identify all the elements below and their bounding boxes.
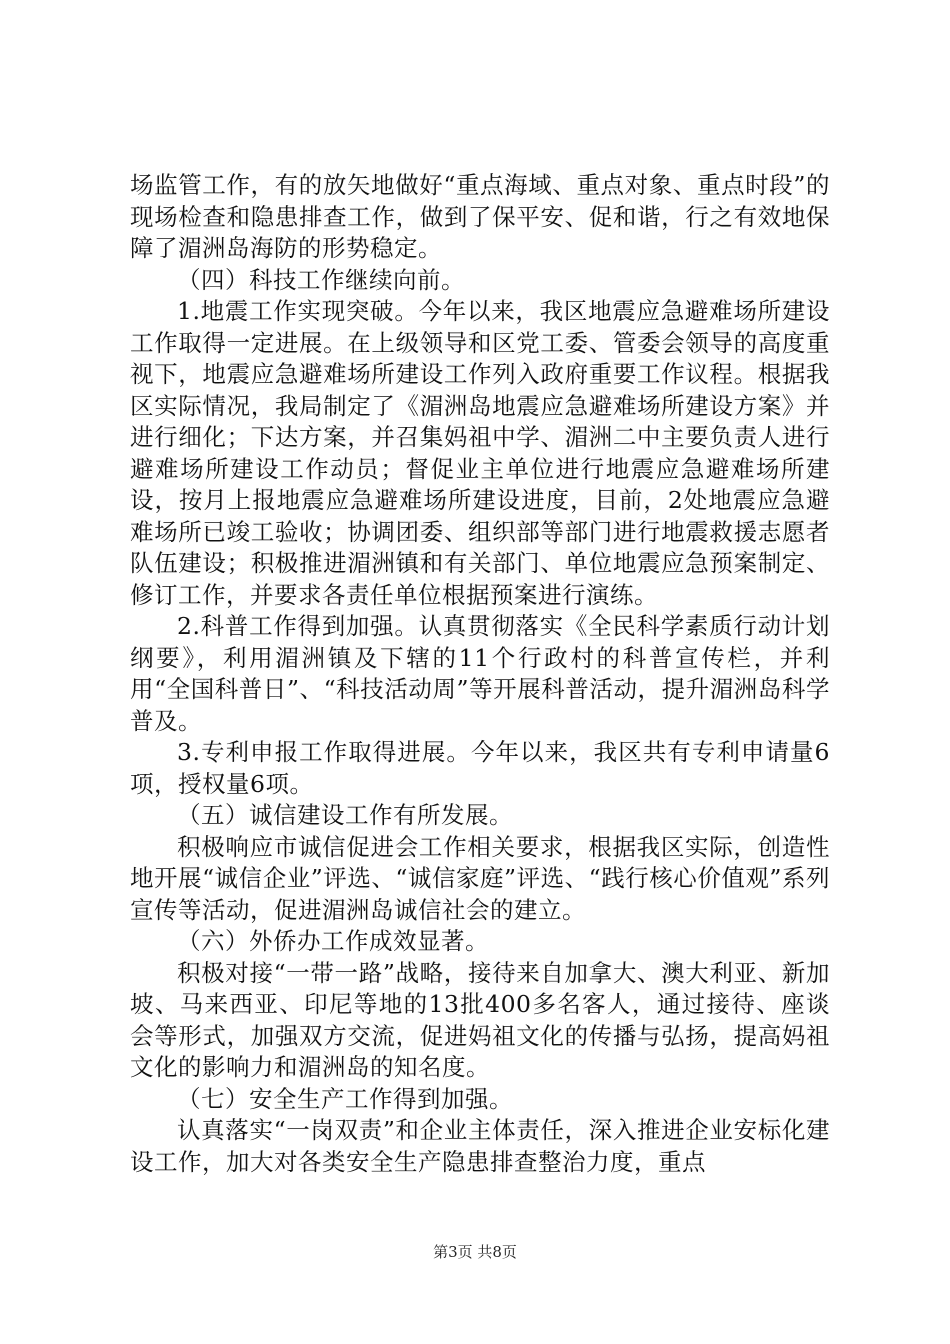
paragraph-safety-work: 认真落实“一岗双责”和企业主体责任，深入推进企业安标化建设工作，加大对各类安全生产隐患排查整治力度，重点 [130, 1116, 830, 1176]
paragraph-patent-application: 3.专利申报工作取得进展。今年以来，我区共有专利申请量6项，授权量6项。 [130, 738, 830, 798]
section-heading-overseas-affairs: （六）外侨办工作成效显著。 [177, 927, 489, 955]
section-heading-safety: （七）安全生产工作得到加强。 [177, 1084, 513, 1113]
paragraph-earthquake-work: 1.地震工作实现突破。今年以来，我区地震应急避难场所建设工作取得一定进展。在上级领导和区党工委、管委会领导的高度重视下，地震应急避难场所建设工作列入政府重要工作议程。根据我区实际情况，我局制定了《湄洲岛地震应急避难场所建设方案》并进行细化；下达方案，并召集妈祖中学、湄洲二中主要负责人进行避难场所建设工作动员；督促业主单位进行地震应急避难场所建设，按月上报地震应急避难场所建设进度，目前，2处地震应急避难场所已竣工验收；协调团委、组织部等部门进行地震救援志愿者队伍建设；积极推进湄洲镇和有关部门、单位地震应急预案制定、修订工作，并要求各责任单位根据预案进行演练。 [130, 297, 830, 609]
paragraph-overseas-affairs: 积极对接“一带一路”战略，接待来自加拿大、澳大利亚、新加坡、马来西亚、印尼等地的13批400多名客人，通过接待、座谈会等形式，加强双方交流，促进妈祖文化的传播与弘扬，提高妈祖文化的影响力和湄洲岛的知名度。 [130, 958, 830, 1081]
section-heading-technology: （四）科技工作继续向前。 [177, 265, 465, 294]
paragraph-integrity-work: 积极响应市诚信促进会工作相关要求，根据我区实际，创造性地开展“诚信企业”评选、“诚信家庭”评选、“践行核心价值观”系列宣传等活动，促进湄洲岛诚信社会的建立。 [130, 832, 830, 924]
paragraph-science-popularization: 2.科普工作得到加强。认真贯彻落实《全民科学素质行动计划纲要》，利用湄洲镇及下辖的11个行政村的科普宣传栏，并利用“全国科普日”、“科技活动周”等开展科普活动，提升湄洲岛科学普及。 [130, 612, 830, 735]
page-number-footer: 第3页 共8页 [433, 1243, 517, 1261]
section-heading-integrity: （五）诚信建设工作有所发展。 [177, 801, 513, 829]
document-body [130, 170, 830, 1178]
paragraph-continuation: 场监管工作，有的放矢地做好“重点海域、重点对象、重点时段”的现场检查和隐患排查工作，做到了保平安、促和谐，行之有效地保障了湄洲岛海防的形势稳定。 [130, 171, 830, 262]
